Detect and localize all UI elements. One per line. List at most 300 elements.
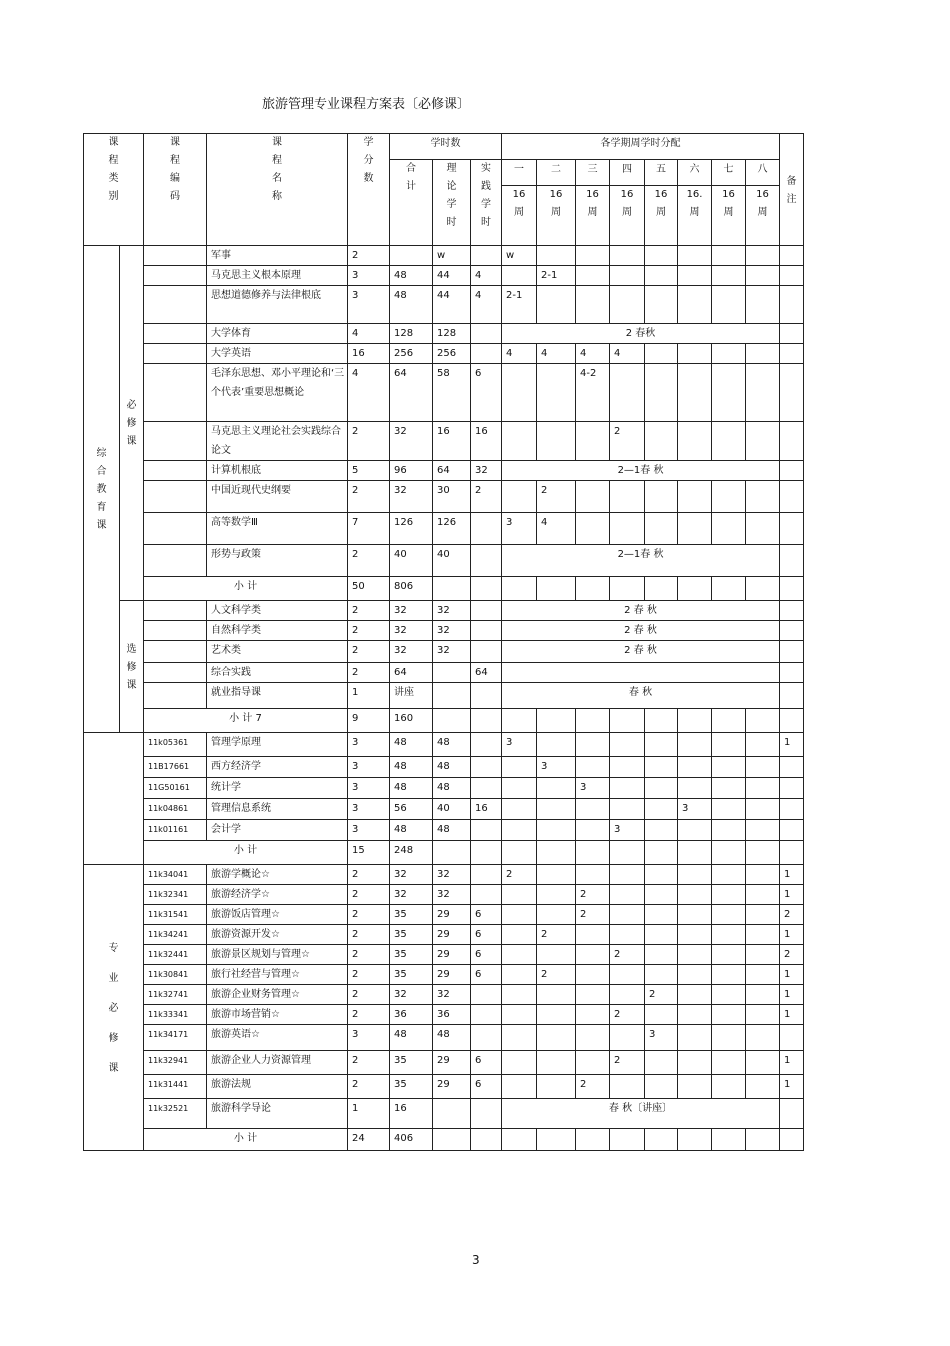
semester-cell xyxy=(502,778,537,799)
semester-cell xyxy=(645,1005,678,1025)
credits-cell: 2 xyxy=(348,865,390,885)
semester-cell xyxy=(537,286,576,324)
remark-cell: 1 xyxy=(780,985,804,1005)
course-row xyxy=(84,1051,804,1075)
semester-cell xyxy=(645,757,678,778)
semester-cell xyxy=(576,1005,610,1025)
stacked-char: 修 xyxy=(126,661,137,673)
practice-hours-cell xyxy=(471,324,502,344)
course-row xyxy=(84,601,804,621)
semester-cell xyxy=(537,778,576,799)
semester-cell xyxy=(678,820,712,841)
semester-cell xyxy=(746,246,780,266)
course-code: 11k32941 xyxy=(144,1051,207,1075)
semester-cell: 4 xyxy=(576,344,610,364)
empty-cell xyxy=(433,1129,471,1151)
semester-cell xyxy=(537,422,576,461)
practice-hours-cell: 6 xyxy=(471,925,502,945)
semester-cell xyxy=(712,865,746,885)
semester-cell xyxy=(502,820,537,841)
semester-cell xyxy=(502,905,537,925)
credits-cell: 3 xyxy=(348,1025,390,1051)
empty-cell xyxy=(537,577,576,601)
stacked-char: 课 xyxy=(96,520,107,531)
semester-cell xyxy=(678,925,712,945)
stacked-char: 合 xyxy=(406,163,416,174)
semester-cell xyxy=(645,905,678,925)
course-name: 管理学原理 xyxy=(207,733,348,757)
semester-cell xyxy=(746,1025,780,1051)
empty-cell xyxy=(576,577,610,601)
total-hours-cell: 35 xyxy=(390,1075,433,1099)
semester-cell xyxy=(576,481,610,513)
credits-cell: 3 xyxy=(348,266,390,286)
course-row xyxy=(84,945,804,965)
header-theory xyxy=(433,160,471,246)
course-row xyxy=(84,246,804,266)
course-code: 11k32521 xyxy=(144,1099,207,1129)
course-name: 旅游市场营销☆ xyxy=(207,1005,348,1025)
semester-cell xyxy=(746,266,780,286)
empty-cell xyxy=(780,577,804,601)
semester-cell xyxy=(610,1075,645,1099)
credits-cell: 2 xyxy=(348,965,390,985)
semester-cell: 2 xyxy=(610,1051,645,1075)
theory-hours-cell: 128 xyxy=(433,324,471,344)
semester-cell xyxy=(678,364,712,422)
semester-cell: 2-1 xyxy=(502,286,537,324)
empty-cell xyxy=(502,841,537,865)
credits-cell: 3 xyxy=(348,799,390,820)
stacked-char: 专 xyxy=(108,942,119,954)
theory-hours-cell: 29 xyxy=(433,925,471,945)
stacked-char: 课 xyxy=(108,1062,119,1074)
course-code xyxy=(144,461,207,481)
semester-cell: 2 xyxy=(537,965,576,985)
credits-cell: 2 xyxy=(348,246,390,266)
semester-cell: 2 xyxy=(502,865,537,885)
semester-cell xyxy=(746,286,780,324)
remark-cell xyxy=(780,364,804,422)
weeks-number: 16 xyxy=(620,189,634,200)
credits-cell: 2 xyxy=(348,1051,390,1075)
semester-cell xyxy=(712,266,746,286)
semester-cell xyxy=(645,1051,678,1075)
course-name: 会计学 xyxy=(207,820,348,841)
semester-cell xyxy=(678,266,712,286)
header-semester: 六 xyxy=(678,160,712,186)
empty-cell xyxy=(712,709,746,733)
theory-hours-cell xyxy=(433,1099,471,1129)
credits-cell: 3 xyxy=(348,733,390,757)
remark-cell xyxy=(780,422,804,461)
practice-hours-cell xyxy=(471,1099,502,1129)
semester-cell xyxy=(645,364,678,422)
course-name: 旅游景区规划与管理☆ xyxy=(207,945,348,965)
semester-cell xyxy=(746,733,780,757)
theory-hours-cell: 40 xyxy=(433,799,471,820)
course-row xyxy=(84,481,804,513)
semester-cell xyxy=(610,757,645,778)
semester-cell xyxy=(712,820,746,841)
theory-hours-cell: 32 xyxy=(433,601,471,621)
semester-cell xyxy=(645,266,678,286)
course-code: 11k30841 xyxy=(144,965,207,985)
semester-cell xyxy=(678,965,712,985)
total-hours-cell: 35 xyxy=(390,945,433,965)
subtotal-credits: 50 xyxy=(348,577,390,601)
course-row xyxy=(84,641,804,663)
total-hours-cell: 40 xyxy=(390,545,433,577)
course-name: 思想道德修养与法律根底 xyxy=(207,286,348,324)
semester-cell xyxy=(610,985,645,1005)
course-name: 旅游法规 xyxy=(207,1075,348,1099)
practice-hours-cell: 6 xyxy=(471,364,502,422)
remark-cell xyxy=(780,757,804,778)
stacked-char: 学 xyxy=(481,199,491,210)
semester-cell xyxy=(746,905,780,925)
semester-cell: 2 xyxy=(610,945,645,965)
semester-cell xyxy=(576,965,610,985)
empty-cell xyxy=(576,709,610,733)
credits-cell: 7 xyxy=(348,513,390,545)
semester-cell xyxy=(746,985,780,1005)
credits-cell: 2 xyxy=(348,601,390,621)
semester-cell xyxy=(746,945,780,965)
course-code xyxy=(144,621,207,641)
semester-cell: 3 xyxy=(502,733,537,757)
course-row xyxy=(84,985,804,1005)
semester-cell xyxy=(712,778,746,799)
empty-cell xyxy=(537,709,576,733)
total-hours-cell: 35 xyxy=(390,965,433,985)
stacked-char: 时 xyxy=(446,217,457,228)
header-semester: 八 xyxy=(746,160,780,186)
credits-cell: 5 xyxy=(348,461,390,481)
weeks-unit: 周 xyxy=(551,207,562,218)
course-row xyxy=(84,799,804,820)
credits-cell: 2 xyxy=(348,945,390,965)
course-code xyxy=(144,266,207,286)
semester-cell xyxy=(678,422,712,461)
course-row xyxy=(84,733,804,757)
empty-cell xyxy=(645,709,678,733)
semester-cell xyxy=(610,905,645,925)
header-course-type xyxy=(84,134,144,246)
semester-cell xyxy=(576,1025,610,1051)
remark-cell xyxy=(780,286,804,324)
weeks-unit: 周 xyxy=(656,207,667,218)
semester-cell xyxy=(576,865,610,885)
semester-span-cell: 2 春 秋 xyxy=(502,641,780,663)
remark-cell: 1 xyxy=(780,733,804,757)
course-row xyxy=(84,344,804,364)
course-code xyxy=(144,286,207,324)
semester-cell xyxy=(537,364,576,422)
weeks-unit: 周 xyxy=(723,207,734,218)
subtotal-label: 小 计 xyxy=(144,841,348,865)
theory-hours-cell: 29 xyxy=(433,1051,471,1075)
semester-cell xyxy=(645,246,678,266)
semester-cell: 4 xyxy=(502,344,537,364)
semester-cell xyxy=(610,925,645,945)
credits-cell: 2 xyxy=(348,905,390,925)
empty-cell xyxy=(746,709,780,733)
semester-cell xyxy=(537,1025,576,1051)
empty-cell xyxy=(537,1129,576,1151)
stacked-char: 码 xyxy=(170,191,180,202)
empty-cell xyxy=(537,841,576,865)
total-hours-cell: 讲座 xyxy=(390,683,433,709)
empty-cell xyxy=(433,841,471,865)
semester-cell xyxy=(746,799,780,820)
credits-cell: 1 xyxy=(348,683,390,709)
semester-cell xyxy=(610,965,645,985)
course-plan-table xyxy=(83,133,804,1151)
course-row xyxy=(84,513,804,545)
stacked-char: 课 xyxy=(108,137,119,148)
semester-cell xyxy=(610,266,645,286)
semester-span-cell: 2—1春 秋 xyxy=(502,545,780,577)
empty-cell xyxy=(746,1129,780,1151)
semester-cell: 2 xyxy=(576,1075,610,1099)
header-course-code xyxy=(144,134,207,246)
semester-cell: 3 xyxy=(537,757,576,778)
remark-cell: 1 xyxy=(780,1075,804,1099)
stacked-char: 程 xyxy=(170,155,180,166)
total-hours-cell: 36 xyxy=(390,1005,433,1025)
semester-cell xyxy=(537,799,576,820)
course-code xyxy=(144,246,207,266)
course-row xyxy=(84,683,804,709)
credits-cell: 16 xyxy=(348,344,390,364)
theory-hours-cell: 29 xyxy=(433,905,471,925)
semester-cell xyxy=(712,757,746,778)
stacked-char: 时 xyxy=(481,217,491,228)
course-code: 11k01161 xyxy=(144,820,207,841)
semester-cell xyxy=(537,1051,576,1075)
empty-cell xyxy=(746,577,780,601)
weeks-number: 16 xyxy=(756,189,769,200)
total-hours-cell: 48 xyxy=(390,757,433,778)
practice-hours-cell xyxy=(471,246,502,266)
stacked-char: 称 xyxy=(272,191,282,202)
remark-cell xyxy=(780,344,804,364)
course-name: 旅游英语☆ xyxy=(207,1025,348,1051)
credits-cell: 4 xyxy=(348,324,390,344)
theory-hours-cell: 256 xyxy=(433,344,471,364)
semester-cell xyxy=(746,1075,780,1099)
stacked-char: 程 xyxy=(108,155,119,166)
course-name: 西方经济学 xyxy=(207,757,348,778)
group-general-education xyxy=(84,246,120,733)
semester-cell xyxy=(746,422,780,461)
semester-cell xyxy=(645,286,678,324)
stacked-char: 综 xyxy=(96,448,107,459)
theory-hours-cell: 16 xyxy=(433,422,471,461)
course-code xyxy=(144,364,207,422)
stacked-char: 践 xyxy=(481,181,491,192)
subtotal-credits: 24 xyxy=(348,1129,390,1151)
semester-span-cell: 春 秋 xyxy=(502,683,780,709)
credits-cell: 2 xyxy=(348,1005,390,1025)
total-hours-cell: 48 xyxy=(390,286,433,324)
semester-cell xyxy=(746,757,780,778)
course-name: 军事 xyxy=(207,246,348,266)
theory-hours-cell: 58 xyxy=(433,364,471,422)
course-name: 大学体育 xyxy=(207,324,348,344)
practice-hours-cell: 2 xyxy=(471,481,502,513)
page-number: 3 xyxy=(472,1253,480,1267)
semester-cell xyxy=(712,364,746,422)
practice-hours-cell xyxy=(471,513,502,545)
semester-cell xyxy=(678,905,712,925)
semester-cell: 2 xyxy=(537,925,576,945)
semester-cell xyxy=(678,1051,712,1075)
course-row xyxy=(84,663,804,683)
course-row xyxy=(84,1075,804,1099)
subtotal-total: 248 xyxy=(390,841,433,865)
page-title: 旅游管理专业课程方案表〔必修课〕 xyxy=(262,97,471,112)
semester-cell xyxy=(576,799,610,820)
stacked-char: 备 xyxy=(786,175,797,187)
subtotal-total: 160 xyxy=(390,709,433,733)
stacked-char: 别 xyxy=(108,191,119,202)
practice-hours-cell: 6 xyxy=(471,1075,502,1099)
remark-cell xyxy=(780,324,804,344)
weeks-unit: 周 xyxy=(689,207,700,218)
weeks-unit: 周 xyxy=(587,207,598,218)
semester-cell xyxy=(746,925,780,945)
practice-hours-cell xyxy=(471,865,502,885)
header-credits xyxy=(348,134,390,246)
theory-hours-cell: 64 xyxy=(433,461,471,481)
semester-cell: w xyxy=(502,246,537,266)
semester-cell xyxy=(537,865,576,885)
course-code: 11B17661 xyxy=(144,757,207,778)
weeks-number: 16. xyxy=(686,189,703,200)
empty-cell xyxy=(645,577,678,601)
empty-cell xyxy=(471,577,502,601)
semester-cell xyxy=(610,246,645,266)
weeks-unit: 周 xyxy=(514,207,525,218)
empty-cell xyxy=(780,841,804,865)
semester-span-cell: 春 秋〔讲座〕 xyxy=(502,1099,780,1129)
theory-hours-cell: 32 xyxy=(433,885,471,905)
semester-cell xyxy=(502,481,537,513)
practice-hours-cell xyxy=(471,985,502,1005)
semester-cell xyxy=(576,925,610,945)
semester-cell xyxy=(537,885,576,905)
stacked-char: 课 xyxy=(126,679,137,691)
semester-cell xyxy=(537,905,576,925)
credits-cell: 2 xyxy=(348,422,390,461)
empty-cell xyxy=(502,709,537,733)
semester-cell xyxy=(746,513,780,545)
semester-cell xyxy=(610,885,645,905)
total-hours-cell: 32 xyxy=(390,422,433,461)
header-weeks xyxy=(537,186,576,246)
stacked-char: 合 xyxy=(96,466,107,477)
semester-cell xyxy=(746,344,780,364)
semester-cell xyxy=(576,286,610,324)
stacked-char: 理 xyxy=(446,163,457,174)
semester-cell xyxy=(645,925,678,945)
semester-cell xyxy=(645,820,678,841)
course-row xyxy=(84,905,804,925)
course-row xyxy=(84,885,804,905)
remark-cell xyxy=(780,663,804,683)
empty-cell xyxy=(471,841,502,865)
stacked-char: 实 xyxy=(481,163,491,174)
semester-cell: 2 xyxy=(576,885,610,905)
total-hours-cell: 56 xyxy=(390,799,433,820)
header-semester: 七 xyxy=(712,160,746,186)
practice-hours-cell: 4 xyxy=(471,266,502,286)
semester-cell xyxy=(746,820,780,841)
empty-cell xyxy=(471,1129,502,1151)
semester-cell xyxy=(678,286,712,324)
practice-hours-cell: 16 xyxy=(471,799,502,820)
header-hours: 学时数 xyxy=(390,134,502,160)
total-hours-cell: 64 xyxy=(390,364,433,422)
stacked-char: 编 xyxy=(170,173,180,184)
stacked-char: 注 xyxy=(786,193,797,205)
course-name: 管理信息系统 xyxy=(207,799,348,820)
group-elective xyxy=(120,601,144,733)
semester-cell: 4 xyxy=(537,344,576,364)
group-base-empty xyxy=(84,733,144,865)
semester-cell xyxy=(537,1075,576,1099)
course-code xyxy=(144,545,207,577)
subtotal-row xyxy=(84,577,804,601)
semester-cell xyxy=(712,733,746,757)
stacked-char: 必 xyxy=(126,400,137,411)
theory-hours-cell: 29 xyxy=(433,1075,471,1099)
credits-cell: 2 xyxy=(348,621,390,641)
total-hours-cell: 32 xyxy=(390,865,433,885)
course-row xyxy=(84,778,804,799)
credits-cell: 3 xyxy=(348,757,390,778)
course-name: 大学英语 xyxy=(207,344,348,364)
semester-cell xyxy=(746,865,780,885)
course-code: 11k32341 xyxy=(144,885,207,905)
semester-cell xyxy=(678,865,712,885)
course-code: 11k04861 xyxy=(144,799,207,820)
semester-cell xyxy=(712,925,746,945)
practice-hours-cell xyxy=(471,1005,502,1025)
practice-hours-cell xyxy=(471,778,502,799)
remark-cell: 2 xyxy=(780,905,804,925)
semester-cell: 2 xyxy=(610,1005,645,1025)
semester-cell xyxy=(678,945,712,965)
theory-hours-cell xyxy=(433,663,471,683)
semester-cell xyxy=(537,1005,576,1025)
remark-cell: 1 xyxy=(780,865,804,885)
remark-cell xyxy=(780,641,804,663)
empty-cell xyxy=(780,709,804,733)
credits-cell: 4 xyxy=(348,364,390,422)
semester-span-cell: 2—1春 秋 xyxy=(502,461,780,481)
semester-cell xyxy=(678,1075,712,1099)
practice-hours-cell xyxy=(471,683,502,709)
course-name: 中国近现代史纲要 xyxy=(207,481,348,513)
header-semester: 五 xyxy=(645,160,678,186)
group-required xyxy=(120,246,144,601)
course-name: 综合实践 xyxy=(207,663,348,683)
stacked-char: 教 xyxy=(96,484,107,495)
semester-cell xyxy=(537,985,576,1005)
